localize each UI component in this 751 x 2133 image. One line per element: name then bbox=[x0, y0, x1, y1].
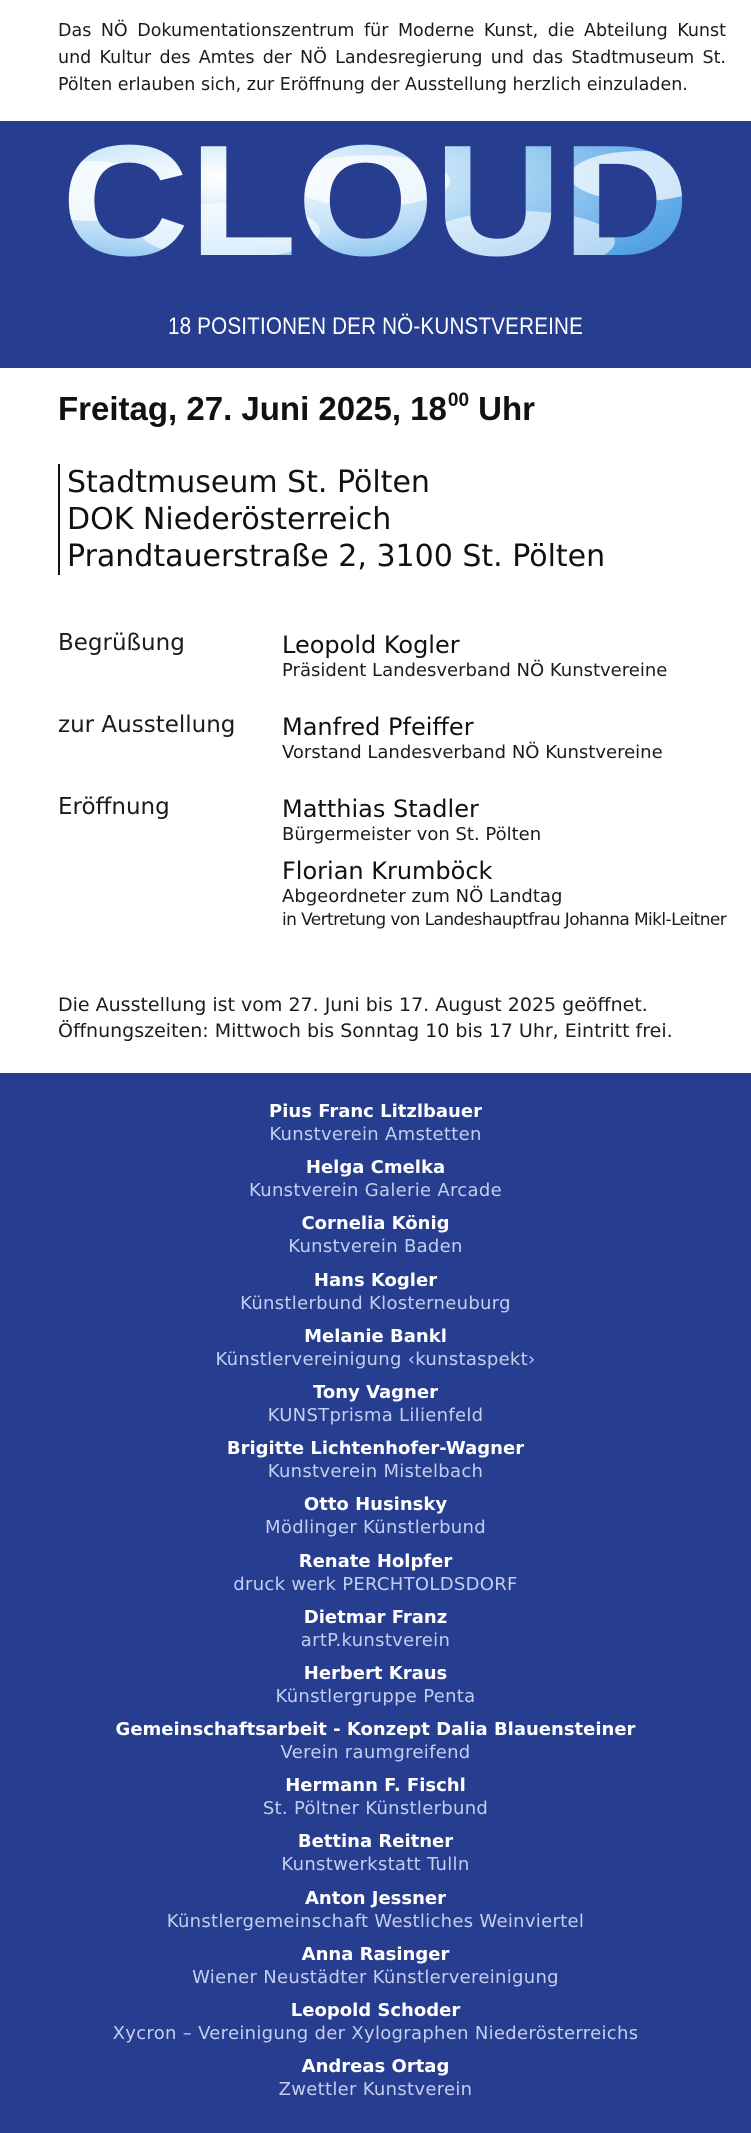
event-date-text: Freitag, 27. Juni 2025, 18 bbox=[58, 390, 447, 427]
artist-name: Helga Cmelka bbox=[305, 1157, 446, 1179]
artists-panel bbox=[0, 1073, 751, 2133]
program-row-exhibition bbox=[58, 712, 738, 794]
cloud-title-graphic bbox=[0, 121, 751, 311]
artist-club: druck werk PERCHTOLDSDORF bbox=[233, 1573, 518, 1595]
artist-club: Kunstwerkstatt Tulln bbox=[281, 1854, 470, 1876]
artist-entry bbox=[0, 1774, 751, 1830]
banner-subtitle: 18 POSITIONEN DER NÖ-KUNSTVEREINE bbox=[167, 313, 584, 340]
artist-entry bbox=[0, 1325, 751, 1381]
event-date bbox=[58, 390, 535, 428]
opening-info bbox=[58, 992, 738, 1044]
artist-club: Wiener Neustädter Künstlervereinigung bbox=[192, 1966, 559, 1988]
program-label: Begrüßung bbox=[58, 630, 185, 656]
artist-name: Dietmar Franz bbox=[303, 1606, 448, 1628]
artist-name: Andreas Ortag bbox=[301, 2056, 450, 2078]
program-row-welcome bbox=[58, 630, 738, 712]
artist-name: Tony Vagner bbox=[313, 1381, 438, 1403]
artist-entry bbox=[0, 1830, 751, 1886]
artist-name: Leopold Schoder bbox=[290, 2000, 461, 2021]
artist-list bbox=[0, 1100, 751, 2111]
artist-club: St. Pöltner Künstlerbund bbox=[262, 1798, 489, 1820]
artist-entry bbox=[0, 1718, 751, 1774]
intro-text: Das NÖ Dokumentationszentrum für Moderne Kunst, die Abteilung Kunst und Kultur des Amtes der NÖ Landesregierung und das Stadtmuseum St. Pölten erlauben sich, zur Eröffnung der Ausstellung herzlich einzuladen. bbox=[58, 21, 726, 95]
artist-name: Cornelia König bbox=[301, 1213, 450, 1235]
artist-club: KUNSTprisma Lilienfeld bbox=[267, 1404, 484, 1426]
artist-entry bbox=[0, 1550, 751, 1606]
venue-line-museum: Stadtmuseum St. Pölten bbox=[67, 465, 430, 500]
artist-club: Mödlinger Künstlerbund bbox=[265, 1517, 486, 1539]
artist-club: Künstlergemeinschaft Westliches Weinviertel bbox=[166, 1910, 585, 1932]
program-label: Eröffnung bbox=[58, 794, 170, 820]
speaker-role: Bürgermeister von St. Pölten bbox=[282, 824, 542, 845]
artist-club: Xycron – Vereinigung der Xylographen Niederösterreichs bbox=[112, 2023, 639, 2044]
artist-entry bbox=[0, 1887, 751, 1943]
speaker-note: in Vertretung von Landeshauptfrau Johanna Mikl-Leitner bbox=[282, 910, 727, 930]
artist-club: Kunstverein Baden bbox=[288, 1236, 463, 1258]
artist-entry bbox=[0, 1662, 751, 1718]
exhibition-dates: Die Ausstellung ist vom 27. Juni bis 17. August 2025 geöffnet. bbox=[58, 994, 648, 1016]
artist-entry bbox=[0, 1156, 751, 1212]
program bbox=[58, 630, 738, 932]
artist-club: Verein raumgreifend bbox=[280, 1742, 471, 1764]
artist-entry bbox=[0, 1381, 751, 1437]
artist-entry bbox=[0, 1943, 751, 1999]
artist-name: Brigitte Lichtenhofer-Wagner bbox=[226, 1438, 525, 1460]
artist-name: Melanie Bankl bbox=[304, 1325, 447, 1347]
program-label: zur Ausstellung bbox=[58, 712, 236, 738]
artist-name: Anton Jessner bbox=[304, 1887, 447, 1909]
artist-club: Künstlerbund Klosterneuburg bbox=[240, 1292, 511, 1314]
artist-club: Kunstverein Galerie Arcade bbox=[249, 1180, 502, 1202]
speaker-role: Abgeordneter zum NÖ Landtag bbox=[282, 886, 563, 907]
cloud-banner bbox=[0, 121, 751, 368]
artist-name: Gemeinschaftsarbeit - Konzept Dalia Blauensteiner bbox=[115, 1719, 636, 1741]
artist-entry bbox=[0, 1493, 751, 1549]
artist-entry bbox=[0, 1212, 751, 1268]
venue-line-dok: DOK Niederösterreich bbox=[67, 502, 392, 537]
artist-club: Kunstverein Mistelbach bbox=[267, 1461, 484, 1483]
artist-name: Hans Kogler bbox=[313, 1269, 438, 1291]
artist-club: Künstlervereinigung ‹kunstaspekt› bbox=[215, 1348, 536, 1370]
artist-club: artP.kunstverein bbox=[300, 1629, 451, 1651]
speaker-name: Leopold Kogler bbox=[282, 631, 460, 659]
program-row-opening bbox=[58, 794, 738, 932]
artist-club: Kunstverein Amstetten bbox=[269, 1124, 482, 1145]
event-time-suffix: Uhr bbox=[469, 390, 536, 427]
artist-entry bbox=[0, 1437, 751, 1493]
artist-name: Bettina Reitner bbox=[297, 1831, 454, 1853]
speaker-role: Vorstand Landesverband NÖ Kunstvereine bbox=[282, 742, 663, 763]
artist-entry bbox=[0, 1100, 751, 1156]
venue-line-address: Prandtauerstraße 2, 3100 St. Pölten bbox=[67, 539, 606, 574]
speaker-name: Florian Krumböck bbox=[282, 857, 493, 885]
speaker-name: Matthias Stadler bbox=[282, 795, 479, 823]
artist-name: Renate Holpfer bbox=[298, 1550, 453, 1572]
speaker-role: Präsident Landesverband NÖ Kunstvereine bbox=[282, 660, 668, 681]
event-time-superscript: 00 bbox=[447, 390, 470, 411]
artist-entry bbox=[0, 1269, 751, 1325]
venue-block bbox=[58, 464, 605, 575]
artist-entry bbox=[0, 1999, 751, 2055]
artist-club: Künstlergruppe Penta bbox=[275, 1685, 476, 1707]
artist-name: Herbert Kraus bbox=[303, 1662, 448, 1684]
artist-entry bbox=[0, 1606, 751, 1662]
artist-club: Zwettler Kunstverein bbox=[278, 2079, 473, 2101]
artist-entry bbox=[0, 2055, 751, 2111]
artist-name: Hermann F. Fischl bbox=[285, 1775, 466, 1797]
artist-name: Anna Rasinger bbox=[301, 1943, 450, 1965]
artist-name: Pius Franc Litzlbauer bbox=[269, 1101, 482, 1122]
speaker-name: Manfred Pfeiffer bbox=[282, 713, 474, 741]
artist-name: Otto Husinsky bbox=[303, 1494, 448, 1516]
opening-hours: Öffnungszeiten: Mittwoch bis Sonntag 10 bis 17 Uhr, Eintritt frei. bbox=[58, 1020, 673, 1042]
banner-title: CLOUD bbox=[61, 121, 690, 289]
